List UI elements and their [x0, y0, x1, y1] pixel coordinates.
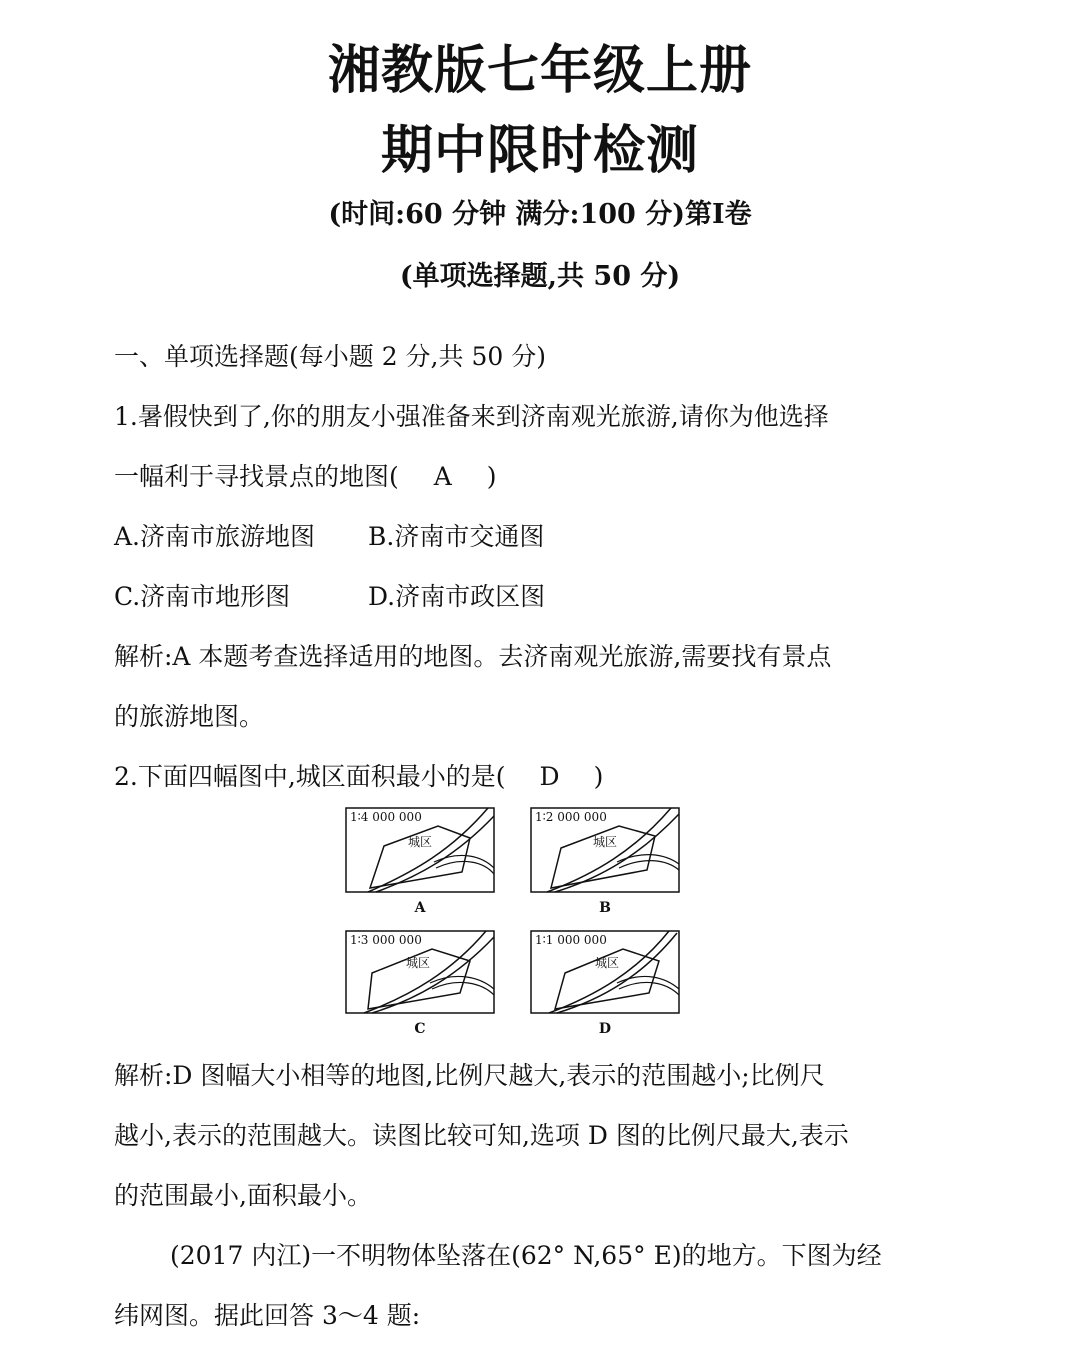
document-title-line2: 期中限时检测 [380, 121, 699, 181]
q1-answer: A [433, 462, 452, 491]
q1-option-c: C.济南市地形图 [114, 582, 291, 611]
map-b-caption: B [599, 900, 611, 916]
q1-stem-line2 [114, 457, 497, 493]
q2-stem-suffix: ) [593, 762, 604, 791]
map-b [531, 808, 679, 916]
q2-answer: D [539, 762, 560, 791]
scale-maps-figure [340, 800, 690, 1045]
q1-analysis-line2: 的旅游地图。 [114, 702, 265, 731]
q2-analysis-line2: 越小,表示的范围越大。读图比较可知,选项 D 图的比例尺最大,表示 [114, 1121, 849, 1150]
q1-stem-prefix: 一幅利于寻找景点的地图( [114, 462, 399, 491]
q2-analysis-line3: 的范围最小,面积最小。 [114, 1181, 372, 1210]
q1-option-b: B.济南市交通图 [368, 522, 545, 551]
section-heading: 一、单项选择题(每小题 2 分,共 50 分) [114, 342, 546, 371]
section-info: (单项选择题,共 50 分) [399, 261, 681, 292]
map-a-city-label: 城区 [408, 835, 433, 849]
map-c [346, 931, 494, 1037]
q2-stem [114, 757, 603, 793]
map-a-caption: A [414, 900, 426, 916]
map-c-scale: 1∶3 000 000 [350, 933, 422, 947]
map-a-scale: 1∶4 000 000 [350, 810, 422, 824]
exam-info: (时间:60 分钟 满分:100 分)第Ⅰ卷 [328, 199, 752, 230]
q2-analysis-line1: 解析:D 图幅大小相等的地图,比例尺越大,表示的范围越小;比例尺 [114, 1061, 825, 1090]
map-d [531, 931, 679, 1037]
map-d-city-label: 城区 [595, 956, 620, 970]
map-c-caption: C [414, 1021, 426, 1037]
q3-intro-line1: (2017 内江)一不明物体坠落在(62° N,65° E)的地方。下图为经 [170, 1241, 882, 1270]
map-d-caption: D [598, 1021, 612, 1037]
map-a [346, 808, 494, 916]
map-b-city-label: 城区 [593, 835, 618, 849]
q1-stem-line1: 1.暑假快到了,你的朋友小强准备来到济南观光旅游,请你为他选择 [114, 402, 829, 431]
map-b-scale: 1∶2 000 000 [535, 810, 607, 824]
map-c-city-label: 城区 [406, 956, 431, 970]
map-d-scale: 1∶1 000 000 [535, 933, 607, 947]
q1-option-a: A.济南市旅游地图 [114, 522, 316, 551]
q1-option-d: D.济南市政区图 [368, 582, 546, 611]
q2-stem-prefix: 2.下面四幅图中,城区面积最小的是( [114, 762, 506, 791]
scale-maps-svg [340, 800, 690, 1045]
document-title-line1: 湘教版七年级上册 [327, 41, 752, 101]
q1-stem-suffix: ) [486, 462, 497, 491]
q3-intro-line2: 纬网图。据此回答 3～4 题: [114, 1301, 421, 1330]
q1-analysis-line1: 解析:A 本题考查选择适用的地图。去济南观光旅游,需要找有景点 [114, 642, 832, 671]
